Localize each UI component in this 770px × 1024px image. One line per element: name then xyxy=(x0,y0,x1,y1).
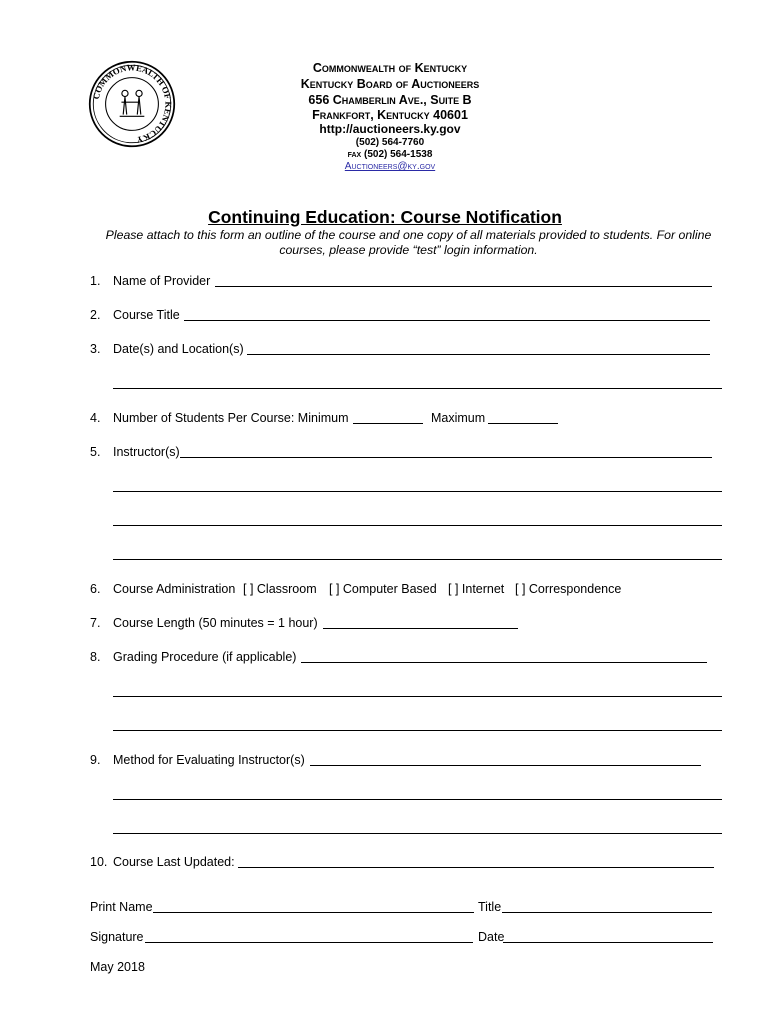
date-label: Date xyxy=(478,930,505,944)
header-line-commonwealth: Commonwealth of Kentucky xyxy=(312,61,468,75)
print-name-field[interactable] xyxy=(153,912,474,913)
grading-procedure-field-line-3[interactable] xyxy=(113,730,722,731)
kentucky-seal xyxy=(88,60,176,148)
students-maximum-label: Maximum xyxy=(431,411,486,425)
date-field[interactable] xyxy=(503,942,713,943)
evaluating-instructors-field-line-2[interactable] xyxy=(113,799,722,800)
provider-label: Name of Provider xyxy=(113,274,211,288)
item-number: 3. xyxy=(90,342,101,356)
evaluating-instructors-field-line-3[interactable] xyxy=(113,833,722,834)
header-line-city: Frankfort, Kentucky 40601 xyxy=(312,108,468,122)
instructors-field-line-4[interactable] xyxy=(113,559,722,560)
item-number: 9. xyxy=(90,753,101,767)
item-number: 8. xyxy=(90,650,101,664)
evaluating-instructors-field[interactable] xyxy=(310,765,701,766)
signature-field[interactable] xyxy=(145,942,473,943)
seal-figures-icon xyxy=(120,90,145,116)
instructors-field-line-3[interactable] xyxy=(113,525,722,526)
title-label: Title xyxy=(478,900,502,914)
header-phone: (502) 564-7760 xyxy=(355,137,425,148)
instructors-field-line-2[interactable] xyxy=(113,491,722,492)
item-number: 2. xyxy=(90,308,101,322)
header-email-link[interactable]: Auctioneers@ky.gov xyxy=(344,161,436,172)
header-url[interactable]: http://auctioneers.ky.gov xyxy=(319,122,461,136)
item-number: 6. xyxy=(90,582,101,596)
header-line-address: 656 Chamberlin Ave., Suite B xyxy=(308,93,472,107)
students-maximum-field[interactable] xyxy=(488,423,558,424)
dates-locations-field[interactable] xyxy=(247,354,710,355)
seal-outer-text: COMMONWEALTH OF KENTUCKY xyxy=(90,62,174,146)
title-field[interactable] xyxy=(502,912,712,913)
internet-checkbox[interactable]: [ ] Internet xyxy=(448,582,505,596)
instructors-label: Instructor(s) xyxy=(113,445,180,459)
header-fax: fax (502) 564-1538 xyxy=(347,149,433,160)
provider-field[interactable] xyxy=(215,286,712,287)
grading-procedure-field-line-2[interactable] xyxy=(113,696,722,697)
course-title-field[interactable] xyxy=(184,320,710,321)
item-number: 5. xyxy=(90,445,101,459)
item-number: 10. xyxy=(90,855,108,869)
computer-based-checkbox[interactable]: [ ] Computer Based xyxy=(329,582,437,596)
classroom-checkbox[interactable]: [ ] Classroom xyxy=(243,582,317,596)
grading-procedure-label: Grading Procedure (if applicable) xyxy=(113,650,297,664)
evaluating-instructors-label: Method for Evaluating Instructor(s) xyxy=(113,753,305,767)
header-line-board: Kentucky Board of Auctioneers xyxy=(300,77,480,91)
course-last-updated-label: Course Last Updated: xyxy=(113,855,235,869)
revision-date: May 2018 xyxy=(90,960,145,974)
item-number: 1. xyxy=(90,274,101,288)
students-minimum-label: Number of Students Per Course: Minimum xyxy=(113,411,349,425)
dates-locations-field-line-2[interactable] xyxy=(113,388,722,389)
course-length-label: Course Length (50 minutes = 1 hour) xyxy=(113,616,318,630)
correspondence-checkbox[interactable]: [ ] Correspondence xyxy=(515,582,622,596)
course-last-updated-field[interactable] xyxy=(238,867,714,868)
grading-procedure-field[interactable] xyxy=(301,662,707,663)
students-minimum-field[interactable] xyxy=(353,423,423,424)
course-length-field[interactable] xyxy=(323,628,518,629)
course-title-label: Course Title xyxy=(113,308,180,322)
item-number: 4. xyxy=(90,411,101,425)
item-number: 7. xyxy=(90,616,101,630)
form-title: Continuing Education: Course Notification xyxy=(208,207,562,227)
signature-label: Signature xyxy=(90,930,144,944)
instructors-field[interactable] xyxy=(180,457,712,458)
print-name-label: Print Name xyxy=(90,900,153,914)
form-instructions: Please attach to this form an outline of the course and one copy of all materials provided to students. For online courses, please provide “test” login information. xyxy=(105,228,712,257)
course-administration-label: Course Administration xyxy=(113,582,236,596)
dates-locations-label: Date(s) and Location(s) xyxy=(113,342,244,356)
